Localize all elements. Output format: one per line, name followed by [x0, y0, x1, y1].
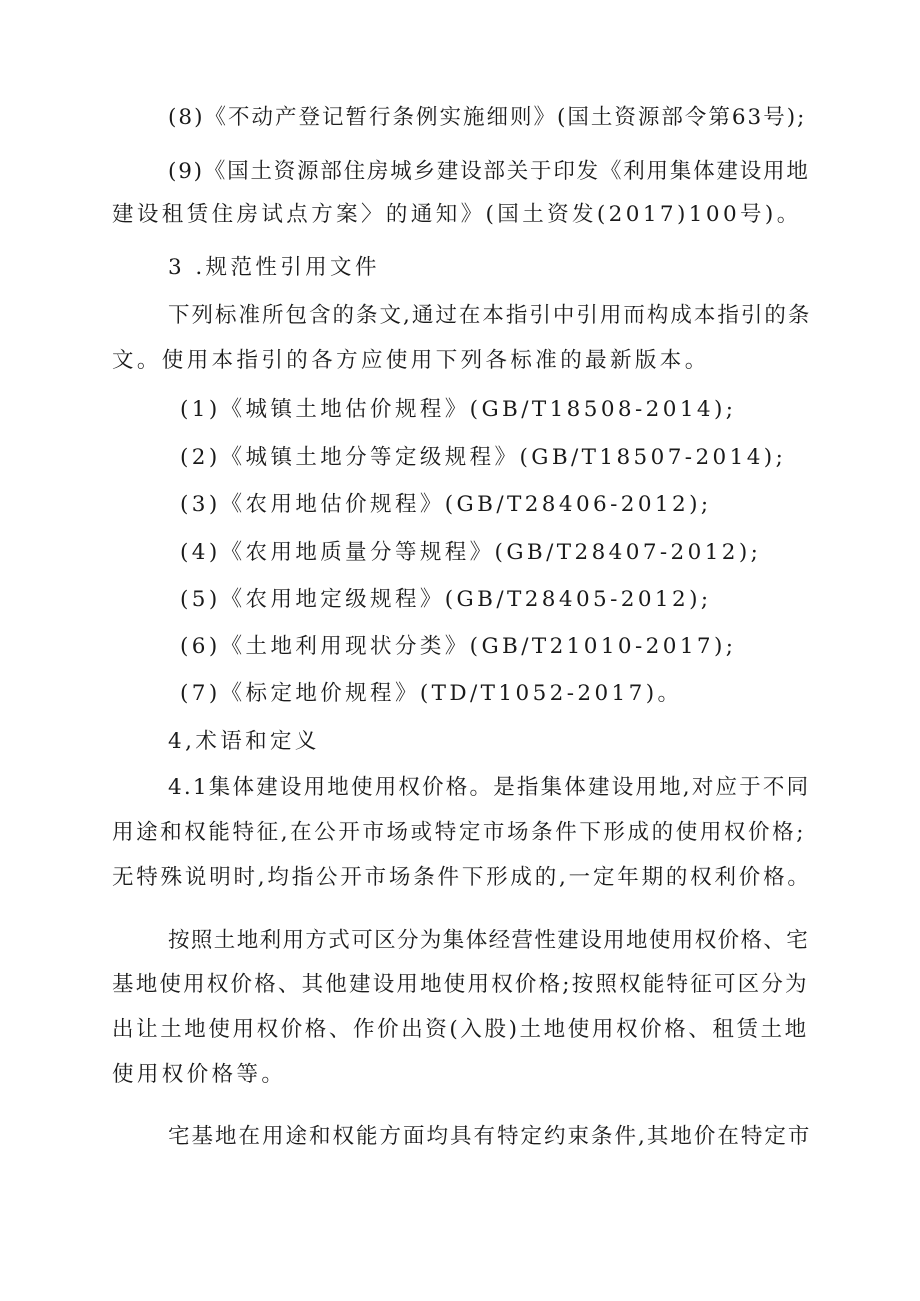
definition-line3: 无特殊说明时,均指公开市场条件下形成的,一定年期的权利价格。	[112, 865, 812, 890]
paragraph-2-line1: 按照土地利用方式可区分为集体经营性建设用地使用权价格、宅	[168, 928, 810, 953]
standard-item-2: (2)《城镇土地分等定级规程》(GB/T18507-2014);	[180, 445, 787, 470]
definition-line2: 用途和权能特征,在公开市场或特定市场条件下形成的使用权价格;	[112, 820, 807, 845]
section-3-intro-line2: 文。使用本指引的各方应使用下列各标准的最新版本。	[112, 348, 710, 373]
paragraph-2-line2: 基地使用权价格、其他建设用地使用权价格;按照权能特征可区分为	[112, 972, 809, 997]
standard-item-7: (7)《标定地价规程》(TD/T1052-2017)。	[180, 681, 683, 706]
reference-item-8: (8)《不动产登记暂行条例实施细则》(国土资源部令第63号);	[168, 105, 807, 130]
reference-item-9-line1: (9)《国土资源部住房城乡建设部关于印发《利用集体建设用地	[168, 159, 810, 184]
definition-line1: 4.1集体建设用地使用权价格。是指集体建设用地,对应于不同	[168, 775, 811, 800]
standard-item-5: (5)《农用地定级规程》(GB/T28405-2012);	[180, 587, 712, 612]
paragraph-2-line3: 出让土地使用权价格、作价出资(入股)土地使用权价格、租赁土地	[112, 1017, 809, 1042]
section-4-heading: 4,术语和定义	[168, 729, 320, 754]
paragraph-2-line4: 使用权价格等。	[112, 1062, 287, 1087]
standard-item-3: (3)《农用地估价规程》(GB/T28406-2012);	[180, 492, 712, 517]
paragraph-3-line1: 宅基地在用途和权能方面均具有特定约束条件,其地价在特定市	[168, 1124, 812, 1149]
section-3-intro-line1: 下列标准所包含的条文,通过在本指引中引用而构成本指引的条	[168, 303, 812, 328]
reference-item-9-line2: 建设租赁住房试点方案〉的通知》(国土资发(2017)100号)。	[112, 202, 802, 227]
section-3-heading: 3 .规范性引用文件	[168, 255, 380, 280]
standard-item-4: (4)《农用地质量分等规程》(GB/T28407-2012);	[180, 540, 762, 565]
standard-item-6: (6)《土地利用现状分类》(GB/T21010-2017);	[180, 634, 737, 659]
standard-item-1: (1)《城镇土地估价规程》(GB/T18508-2014);	[180, 397, 737, 422]
